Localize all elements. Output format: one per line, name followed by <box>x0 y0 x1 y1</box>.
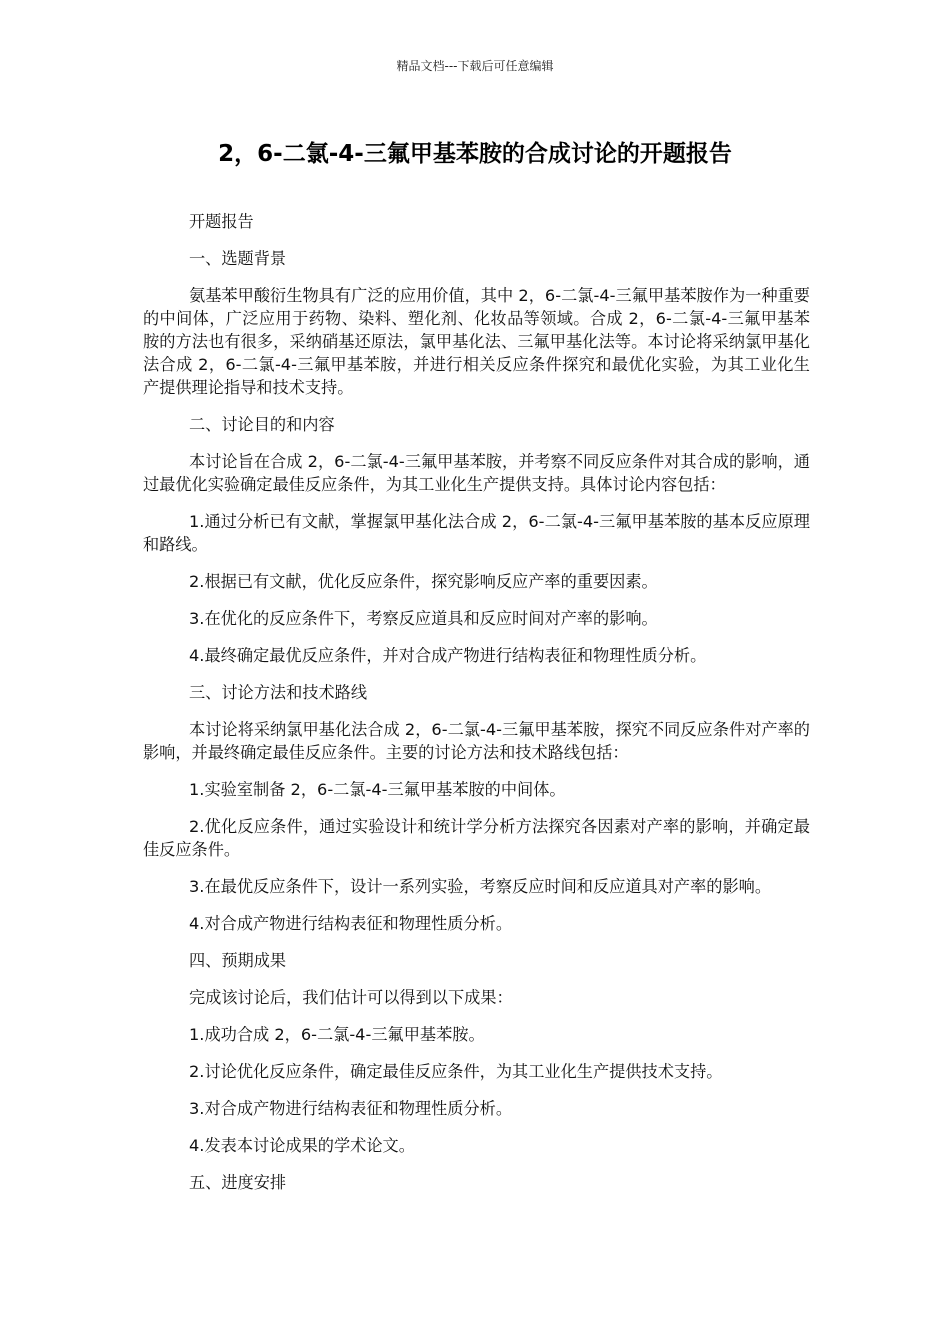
paragraph: 完成该讨论后，我们估计可以得到以下成果： <box>189 988 513 1007</box>
section-heading-schedule: 五、进度安排 <box>189 1173 287 1192</box>
section-heading-methods: 三、讨论方法和技术路线 <box>189 683 368 702</box>
list-item: 2.根据已有文献，优化反应条件，探究影响反应产率的重要因素。 <box>189 572 658 591</box>
list-item: 1.实验室制备 2，6-二氯-4-三氟甲基苯胺的中间体。 <box>189 780 566 799</box>
document-title: 2，6-二氯-4-三氟甲基苯胺的合成讨论的开题报告 <box>218 141 732 167</box>
list-item: 4.对合成产物进行结构表征和物理性质分析。 <box>189 914 513 933</box>
list-item: 1.通过分析已有文献，掌握氯甲基化法合成 2，6-二氯-4-三氟甲基苯胺的基本反应原理和路线。 <box>143 512 810 554</box>
list-item: 4.发表本讨论成果的学术论文。 <box>189 1136 415 1155</box>
list-item: 3.在最优反应条件下，设计一系列实验，考察反应时间和反应道具对产率的影响。 <box>189 877 772 896</box>
list-item: 3.在优化的反应条件下，考察反应道具和反应时间对产率的影响。 <box>189 609 658 628</box>
list-item: 2.优化反应条件，通过实验设计和统计学分析方法探究各因素对产率的影响，并确定最佳反应条件。 <box>143 817 810 859</box>
paragraph-report-label: 开题报告 <box>189 212 254 231</box>
section-heading-background: 一、选题背景 <box>189 249 287 268</box>
list-item: 2.讨论优化反应条件，确定最佳反应条件，为其工业化生产提供技术支持。 <box>189 1062 723 1081</box>
document-body <box>143 210 810 1208</box>
paragraph: 本讨论旨在合成 2，6-二氯-4-三氟甲基苯胺，并考察不同反应条件对其合成的影响，通过最优化实验确定最佳反应条件，为其工业化生产提供支持。具体讨论内容包括： <box>143 452 810 494</box>
paragraph: 本讨论将采纳氯甲基化法合成 2，6-二氯-4-三氟甲基苯胺，探究不同反应条件对产率的影响，并最终确定最佳反应条件。主要的讨论方法和技术路线包括： <box>143 720 810 762</box>
section-heading-results: 四、预期成果 <box>189 951 287 970</box>
list-item: 1.成功合成 2，6-二氯-4-三氟甲基苯胺。 <box>189 1025 485 1044</box>
list-item: 4.最终确定最优反应条件，并对合成产物进行结构表征和物理性质分析。 <box>189 646 707 665</box>
list-item: 3.对合成产物进行结构表征和物理性质分析。 <box>189 1099 513 1118</box>
paragraph: 氨基苯甲酸衍生物具有广泛的应用价值，其中 2，6-二氯-4-三氟甲基苯胺作为一种重要的中间体，广泛应用于药物、染料、塑化剂、化妆品等领域。合成 2，6-二氯-4-三氟甲基苯胺的方法也有很多，采纳硝基还原法，氯甲基化法、三氟甲基化法等。本讨论将采纳氯甲基化法合成 2，6-二氯-4-三氟甲基苯胺，并进行相关反应条件探究和最优化实验，为其工业化生产提供理论指导和技术支持。 <box>143 286 810 397</box>
page-header: 精品文档---下载后可任意编辑 <box>396 59 554 73</box>
section-heading-purpose: 二、讨论目的和内容 <box>189 415 335 434</box>
